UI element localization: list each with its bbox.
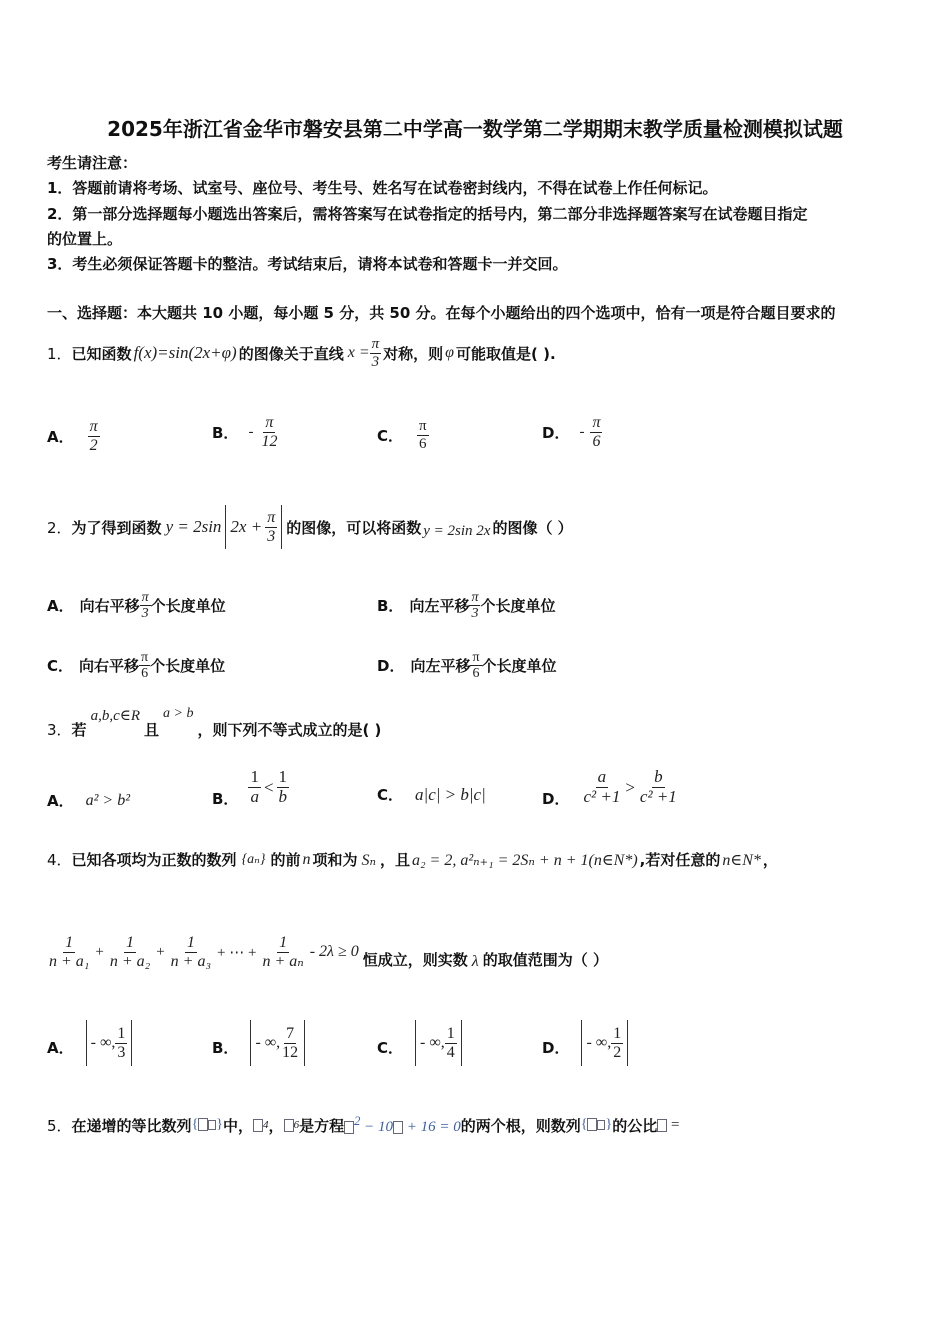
q4-inequality — [47, 934, 608, 970]
frac-denominator: 6 — [472, 666, 480, 682]
q3-condition-1: a,b,c∈R — [90, 708, 140, 724]
question-number: 2． — [47, 518, 72, 537]
option-label: D． — [542, 790, 570, 808]
missing-glyph-icon — [587, 1118, 597, 1131]
frac-denominator: 3 — [267, 527, 276, 545]
interval — [250, 1020, 305, 1066]
option-sign: - — [579, 423, 585, 440]
interval — [86, 1020, 133, 1066]
q5-text-4: 的两个根，则数列 — [460, 1116, 581, 1135]
q3-option-c[interactable] — [377, 784, 486, 805]
question-number: 4． — [47, 851, 72, 869]
frac-denominator: 12 — [261, 432, 278, 450]
q1-function: f(x)=sin(2x+φ) — [133, 343, 237, 362]
ellipsis: + ⋯ + — [217, 944, 257, 961]
q2-option-d[interactable] — [377, 650, 557, 682]
sum-term-1 — [47, 934, 91, 970]
q5-a4 — [253, 1119, 269, 1132]
superscript: 2 — [354, 1114, 361, 1128]
frac-denominator: 2 — [613, 1043, 622, 1061]
option-label: B． — [212, 1038, 239, 1057]
frac-numerator: π — [592, 414, 601, 431]
frac-denominator: n + aₙ — [262, 952, 304, 970]
q2-func-frac — [265, 509, 277, 545]
q5-text-1: 在递增的等比数列 — [71, 1116, 192, 1135]
frac-denominator: 3 — [471, 606, 479, 622]
question-3 — [47, 706, 381, 740]
option-sign: - — [248, 423, 254, 440]
subscript: 4 — [263, 1118, 269, 1131]
q5-equation — [344, 1114, 461, 1136]
missing-glyph-icon — [198, 1118, 208, 1131]
equation-part: + 16 = 0 — [402, 1119, 461, 1135]
question-number: 3． — [47, 721, 72, 739]
q2-paren-group — [225, 505, 282, 549]
question-5 — [47, 1114, 679, 1136]
frac-denominator: 6 — [141, 666, 149, 682]
option-label: A． — [47, 597, 74, 616]
sum-term-2 — [108, 934, 152, 970]
frac-denominator: c² +1 — [639, 787, 677, 806]
q3-option-a[interactable] — [47, 790, 130, 811]
option-text: 向左平移 — [409, 597, 470, 616]
q1-text-3: 对称，则 — [383, 344, 444, 363]
option-text: 个长度单位 — [481, 657, 557, 676]
question-4 — [47, 849, 778, 870]
frac-denominator: n + a₃ — [170, 952, 212, 970]
q3-text-1: 若 — [71, 721, 87, 739]
q5-q — [657, 1117, 679, 1134]
interval-lead: - ∞, — [420, 1034, 445, 1051]
missing-glyph-icon — [284, 1119, 294, 1132]
q1-option-c[interactable] — [377, 418, 429, 452]
option-frac-right — [277, 768, 290, 806]
plus-sign: + — [95, 943, 104, 960]
q2-option-a[interactable] — [47, 590, 226, 622]
notice-item-2-cont: 的位置上。 — [47, 230, 123, 248]
q3-option-d[interactable] — [542, 766, 679, 809]
option-frac — [470, 650, 481, 682]
frac-numerator: 1 — [279, 934, 288, 951]
question-2 — [47, 505, 573, 549]
option-frac — [140, 590, 151, 622]
q5-text-2: 中， — [223, 1116, 254, 1135]
frac-numerator: π — [141, 650, 149, 665]
option-operator: < — [263, 777, 274, 797]
option-label: C． — [377, 786, 404, 804]
option-label: D． — [377, 657, 405, 676]
q4-text-3: 项和为 — [312, 851, 358, 869]
frac-denominator: a — [250, 787, 259, 806]
option-frac-right — [638, 768, 679, 806]
option-frac — [590, 414, 602, 450]
option-label: D． — [542, 1038, 570, 1057]
frac-numerator: π — [472, 650, 480, 665]
frac-numerator: 1 — [186, 934, 195, 951]
frac-numerator: π — [267, 508, 276, 526]
option-expression: a|c| > b|c| — [415, 784, 486, 804]
option-label: A． — [47, 1038, 74, 1057]
option-frac — [469, 590, 480, 622]
q4-text-1: 已知各项均为正数的数列 — [71, 851, 237, 869]
frac-denominator: b — [278, 787, 288, 806]
option-text: 向左平移 — [410, 657, 471, 676]
equation-part: − 10 — [360, 1119, 393, 1135]
option-frac-left — [581, 768, 622, 806]
q1-text-1: 已知函数 — [71, 344, 132, 363]
sum-term-3 — [169, 934, 213, 970]
frac-numerator: 1 — [250, 767, 259, 787]
frac-numerator: 1 — [126, 934, 134, 951]
option-label: B． — [212, 423, 239, 442]
frac-denominator: 3 — [141, 606, 149, 622]
q2-option-c[interactable] — [47, 650, 225, 682]
option-frac — [259, 414, 279, 450]
frac-denominator: 4 — [446, 1043, 455, 1061]
option-label: A． — [47, 792, 74, 810]
option-label: D． — [542, 423, 570, 442]
page-title: 2025年浙江省金华市磐安县第二中学高一数学第二学期期末教学质量检测模拟试题 — [107, 117, 843, 141]
frac-numerator: π — [419, 418, 427, 434]
q3-condition-2: a > b — [163, 706, 194, 721]
frac-denominator: 6 — [592, 432, 601, 450]
sum-term-n — [260, 934, 305, 970]
option-frac — [139, 650, 150, 682]
q2-text-2: 的图像，可以将函数 — [286, 518, 422, 537]
q5-text-3: 是方程 — [299, 1116, 345, 1135]
q4-text-2: 的前 — [270, 851, 301, 869]
q4-text-8: 的取值范围为（ ） — [482, 950, 608, 969]
interval-lead: - ∞, — [586, 1034, 612, 1051]
q3-option-b[interactable] — [212, 766, 289, 809]
frac-numerator: 1 — [278, 767, 288, 787]
option-text: 向右平移 — [79, 597, 140, 616]
frac-numerator: a — [597, 767, 607, 787]
option-expression: a² > b² — [85, 791, 130, 809]
q4-text-4: ，且 — [379, 851, 410, 869]
q1-line-frac — [370, 336, 382, 370]
option-label: B． — [377, 597, 404, 616]
question-number: 5． — [47, 1116, 72, 1135]
frac-numerator: π — [371, 336, 380, 352]
interval-frac — [115, 1025, 127, 1061]
frac-denominator: 2 — [89, 436, 98, 454]
frac-denominator: 12 — [282, 1043, 299, 1061]
option-text: 个长度单位 — [150, 657, 226, 676]
q4-condition-2: n∈N* — [722, 851, 761, 869]
option-label: C． — [377, 1038, 404, 1057]
q1-phi: φ — [445, 344, 455, 361]
q4-option-c[interactable] — [377, 1020, 462, 1066]
frac-numerator: π — [141, 590, 149, 605]
q1-option-d[interactable] — [542, 414, 602, 450]
frac-denominator: n + a₁ — [49, 952, 90, 970]
missing-glyph-icon — [253, 1119, 263, 1132]
notice-item-3: 3．考生必须保证答题卡的整洁。考试结束后，请将本试卷和答题卡一并交回。 — [47, 255, 568, 273]
interval-frac — [445, 1025, 457, 1061]
option-label: C． — [377, 426, 404, 445]
q5-sequence: { } — [191, 1117, 224, 1132]
q1-line-lhs: x = — [347, 344, 370, 361]
q2-text-3: 的图像（ ） — [492, 518, 573, 537]
interval-frac — [611, 1025, 623, 1061]
missing-glyph-icon — [344, 1121, 354, 1134]
q4-text-5: ,若对任意的 — [639, 851, 721, 869]
q5-sequence-2: { } — [580, 1117, 613, 1132]
frac-numerator: 1 — [613, 1024, 622, 1042]
q5-a6 — [284, 1119, 300, 1132]
interval-frac — [280, 1025, 300, 1061]
q5-separator: ， — [268, 1116, 284, 1135]
frac-denominator: c² +1 — [583, 787, 621, 806]
q1-text-2: 的图像关于直线 — [238, 344, 344, 363]
q2-text-1: 为了得到函数 — [71, 518, 162, 537]
q4-text-7: 恒成立，则实数 — [362, 950, 468, 969]
option-label: C． — [47, 657, 74, 676]
frac-numerator: π — [89, 418, 98, 435]
frac-numerator: 1 — [117, 1024, 126, 1042]
q2-func-inner: 2x + — [230, 517, 263, 536]
option-frac — [417, 418, 429, 452]
question-1 — [47, 336, 556, 370]
missing-glyph-icon — [597, 1120, 605, 1130]
frac-numerator: 1 — [65, 934, 74, 951]
q4-condition: a₂ = 2, a²ₙ₊₁ = 2Sₙ + n + 1(n∈N*) — [411, 851, 638, 869]
section-heading: 一、选择题：本大题共 10 小题，每小题 5 分，共 50 分。在每个小题给出的四个选项中，恰有一项是符合题目要求的 — [47, 304, 836, 322]
option-operator: > — [625, 777, 635, 797]
q4-option-d[interactable] — [542, 1020, 628, 1066]
q4-n: n — [302, 850, 311, 868]
q1-option-a[interactable] — [47, 418, 100, 454]
option-text: 个长度单位 — [150, 597, 226, 616]
q4-text-6: ， — [762, 851, 778, 869]
missing-glyph-icon — [657, 1119, 667, 1132]
interval-lead: - ∞, — [255, 1034, 281, 1051]
q3-text-2: 且 — [144, 721, 160, 739]
option-frac — [88, 418, 100, 454]
frac-numerator: b — [654, 767, 663, 787]
option-text: 个长度单位 — [480, 597, 556, 616]
interval-lead: - ∞, — [90, 1034, 116, 1051]
q1-text-4: 可能取值是( ). — [456, 344, 556, 363]
q1-option-b[interactable] — [212, 414, 279, 450]
frac-denominator: 3 — [117, 1043, 126, 1061]
notice-item-2: 2．第一部分选择题每小题选出答案后，需将答案写在试卷指定的括号内，第二部分非选择题答案写在试卷题目指定 — [47, 205, 808, 223]
frac-numerator: π — [265, 414, 274, 431]
q5-text-5: 的公比 — [612, 1116, 658, 1135]
option-text: 向右平移 — [79, 657, 140, 676]
option-frac-left — [248, 768, 261, 806]
frac-numerator: π — [471, 590, 479, 605]
option-label: A． — [47, 427, 74, 446]
interval — [415, 1020, 462, 1066]
q2-option-b[interactable] — [377, 590, 555, 622]
q4-option-a[interactable] — [47, 1020, 132, 1066]
notice-heading: 考生请注意： — [47, 154, 138, 172]
q2-func-lhs: y = 2sin — [165, 517, 222, 536]
plus-sign: + — [156, 943, 165, 960]
interval — [581, 1020, 628, 1066]
missing-glyph-icon — [393, 1121, 403, 1134]
frac-numerator: 7 — [286, 1024, 295, 1042]
q2-func2: y = 2sin 2x — [423, 522, 491, 539]
option-label: B． — [212, 790, 239, 808]
subscript: 6 — [293, 1118, 300, 1131]
frac-denominator: n + a₂ — [109, 952, 151, 970]
frac-numerator: 1 — [446, 1024, 455, 1042]
frac-denominator: 6 — [419, 435, 427, 452]
q4-lambda: λ — [471, 953, 479, 971]
q4-option-b[interactable] — [212, 1020, 305, 1066]
q4-sequence: {aₙ} — [241, 852, 266, 867]
question-number: 1． — [47, 344, 72, 363]
missing-glyph-icon — [208, 1120, 216, 1130]
q3-text-3: ，则下列不等式成立的是( ) — [197, 721, 382, 739]
inequality-tail: - 2λ ≥ 0 — [309, 943, 359, 961]
frac-denominator: 3 — [371, 353, 380, 370]
equation-part: = — [667, 1116, 680, 1133]
notice-item-1: 1．答题前请将考场、试室号、座位号、考生号、姓名写在试卷密封线内，不得在试卷上作任何标记。 — [47, 179, 718, 197]
q4-sn: Sₙ — [361, 851, 376, 869]
